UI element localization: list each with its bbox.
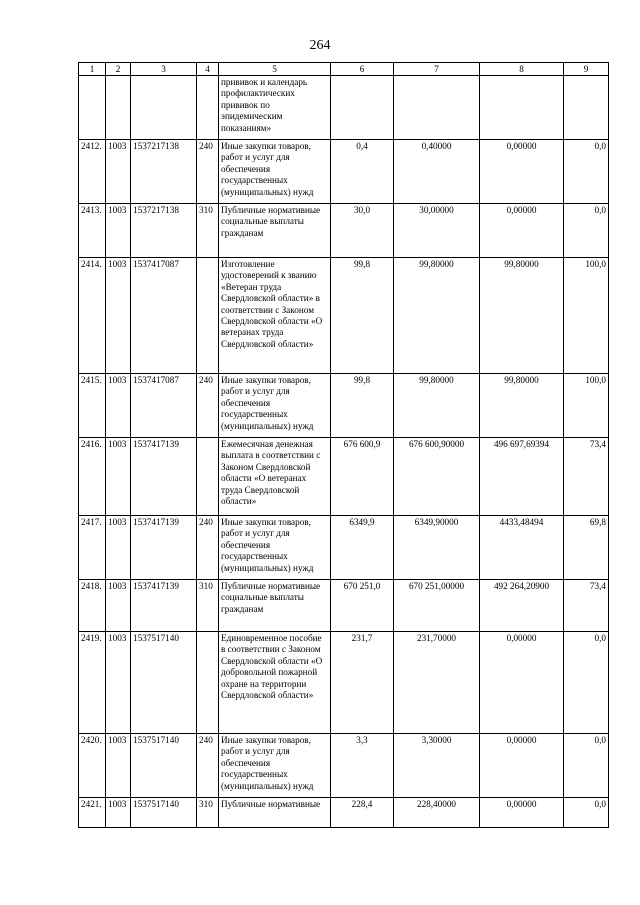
expense-type-cell — [197, 258, 219, 374]
name-cell: прививок и календарь профилактических прививок по эпидемическим показаниям» — [219, 76, 331, 140]
table-row — [79, 76, 609, 140]
plan-cell: 3,3 — [331, 734, 394, 798]
name-cell: Иные закупки товаров, работ и услуг для обеспечения государственных (муниципальных) нужд — [219, 516, 331, 580]
plan-cell: 231,7 — [331, 632, 394, 734]
name-cell: Публичные нормативные социальные выплаты гражданам — [219, 204, 331, 258]
table-row — [79, 734, 609, 798]
approved-cell: 228,40000 — [394, 798, 480, 828]
percent-cell: 0,0 — [564, 734, 609, 798]
target-code-cell — [131, 76, 197, 140]
executed-cell: 496 697,69394 — [480, 438, 564, 516]
expense-type-cell: 240 — [197, 734, 219, 798]
row-number-cell: 2413. — [79, 204, 106, 258]
executed-cell: 0,00000 — [480, 140, 564, 204]
row-number-cell: 2418. — [79, 580, 106, 632]
header-cell: 1 — [79, 63, 106, 76]
row-number-cell: 2417. — [79, 516, 106, 580]
target-code-cell: 1537417139 — [131, 516, 197, 580]
target-code-cell: 1537417139 — [131, 438, 197, 516]
plan-cell: 670 251,0 — [331, 580, 394, 632]
name-cell: Единовременное пособие в соответствии с Законом Свердловской области «О добровольной пожарной охране на территории Свердловской области» — [219, 632, 331, 734]
name-cell: Иные закупки товаров, работ и услуг для обеспечения государственных (муниципальных) нужд — [219, 140, 331, 204]
header-cell: 6 — [331, 63, 394, 76]
approved-cell — [394, 76, 480, 140]
executed-cell: 0,00000 — [480, 734, 564, 798]
executed-cell: 492 264,20900 — [480, 580, 564, 632]
executed-cell: 4433,48494 — [480, 516, 564, 580]
target-code-cell: 1537517140 — [131, 734, 197, 798]
percent-cell: 100,0 — [564, 258, 609, 374]
expense-type-cell: 240 — [197, 516, 219, 580]
name-cell: Публичные нормативные — [219, 798, 331, 828]
target-code-cell: 1537417087 — [131, 374, 197, 438]
approved-cell: 99,80000 — [394, 258, 480, 374]
table-row — [79, 140, 609, 204]
expense-type-cell: 240 — [197, 140, 219, 204]
name-cell: Ежемесячная денежная выплата в соответствии с Законом Свердловской области «О ветеранах труда Свердловской области» — [219, 438, 331, 516]
expense-type-cell — [197, 438, 219, 516]
page-number: 264 — [309, 38, 331, 53]
table-row — [79, 798, 609, 828]
header-cell: 7 — [394, 63, 480, 76]
executed-cell: 99,80000 — [480, 258, 564, 374]
section-code-cell: 1003 — [106, 798, 131, 828]
percent-cell: 100,0 — [564, 374, 609, 438]
plan-cell: 6349,9 — [331, 516, 394, 580]
row-number-cell: 2414. — [79, 258, 106, 374]
expense-type-cell: 310 — [197, 580, 219, 632]
executed-cell: 0,00000 — [480, 204, 564, 258]
approved-cell: 6349,90000 — [394, 516, 480, 580]
section-code-cell: 1003 — [106, 516, 131, 580]
expense-type-cell: 310 — [197, 798, 219, 828]
executed-cell: 0,00000 — [480, 798, 564, 828]
section-code-cell: 1003 — [106, 374, 131, 438]
percent-cell: 0,0 — [564, 632, 609, 734]
expense-type-cell: 240 — [197, 374, 219, 438]
header-cell: 2 — [106, 63, 131, 76]
header-cell: 4 — [197, 63, 219, 76]
percent-cell — [564, 76, 609, 140]
name-cell: Иные закупки товаров, работ и услуг для обеспечения государственных (муниципальных) нужд — [219, 734, 331, 798]
target-code-cell: 1537517140 — [131, 798, 197, 828]
row-number-cell: 2420. — [79, 734, 106, 798]
table-row — [79, 632, 609, 734]
row-number-cell: 2412. — [79, 140, 106, 204]
plan-cell: 99,8 — [331, 258, 394, 374]
executed-cell — [480, 76, 564, 140]
table-row — [79, 204, 609, 258]
target-code-cell: 1537417087 — [131, 258, 197, 374]
row-number-cell: 2416. — [79, 438, 106, 516]
percent-cell: 73,4 — [564, 580, 609, 632]
approved-cell: 3,30000 — [394, 734, 480, 798]
executed-cell: 0,00000 — [480, 632, 564, 734]
name-cell: Публичные нормативные социальные выплаты гражданам — [219, 580, 331, 632]
table-row — [79, 258, 609, 374]
section-code-cell: 1003 — [106, 204, 131, 258]
section-code-cell: 1003 — [106, 580, 131, 632]
expense-type-cell: 310 — [197, 204, 219, 258]
approved-cell: 30,00000 — [394, 204, 480, 258]
approved-cell: 670 251,00000 — [394, 580, 480, 632]
approved-cell: 676 600,90000 — [394, 438, 480, 516]
section-code-cell: 1003 — [106, 140, 131, 204]
name-cell: Иные закупки товаров, работ и услуг для обеспечения государственных (муниципальных) нужд — [219, 374, 331, 438]
row-number-cell: 2419. — [79, 632, 106, 734]
section-code-cell — [106, 76, 131, 140]
plan-cell: 99,8 — [331, 374, 394, 438]
section-code-cell: 1003 — [106, 734, 131, 798]
header-cell: 3 — [131, 63, 197, 76]
approved-cell: 0,40000 — [394, 140, 480, 204]
percent-cell: 0,0 — [564, 204, 609, 258]
target-code-cell: 1537217138 — [131, 204, 197, 258]
table-row — [79, 516, 609, 580]
percent-cell: 0,0 — [564, 140, 609, 204]
target-code-cell: 1537517140 — [131, 632, 197, 734]
header-cell: 9 — [564, 63, 609, 76]
executed-cell: 99,80000 — [480, 374, 564, 438]
approved-cell: 99,80000 — [394, 374, 480, 438]
table-row — [79, 438, 609, 516]
name-cell: Изготовление удостоверений к званию «Ветеран труда Свердловской области» в соответствии с Законом Свердловской области «О ветеранах труда Свердловской области» — [219, 258, 331, 374]
percent-cell: 69,8 — [564, 516, 609, 580]
target-code-cell: 1537417139 — [131, 580, 197, 632]
header-cell: 5 — [219, 63, 331, 76]
row-number-cell: 2415. — [79, 374, 106, 438]
plan-cell — [331, 76, 394, 140]
approved-cell: 231,70000 — [394, 632, 480, 734]
row-number-cell: 2421. — [79, 798, 106, 828]
section-code-cell: 1003 — [106, 258, 131, 374]
plan-cell: 228,4 — [331, 798, 394, 828]
plan-cell: 0,4 — [331, 140, 394, 204]
plan-cell: 30,0 — [331, 204, 394, 258]
percent-cell: 0,0 — [564, 798, 609, 828]
row-number-cell — [79, 76, 106, 140]
expense-type-cell — [197, 632, 219, 734]
section-code-cell: 1003 — [106, 438, 131, 516]
table-row — [79, 374, 609, 438]
header-cell: 8 — [480, 63, 564, 76]
target-code-cell: 1537217138 — [131, 140, 197, 204]
section-code-cell: 1003 — [106, 632, 131, 734]
percent-cell: 73,4 — [564, 438, 609, 516]
table-row — [79, 580, 609, 632]
budget-table — [78, 62, 609, 828]
plan-cell: 676 600,9 — [331, 438, 394, 516]
header-row — [79, 63, 609, 76]
expense-type-cell — [197, 76, 219, 140]
